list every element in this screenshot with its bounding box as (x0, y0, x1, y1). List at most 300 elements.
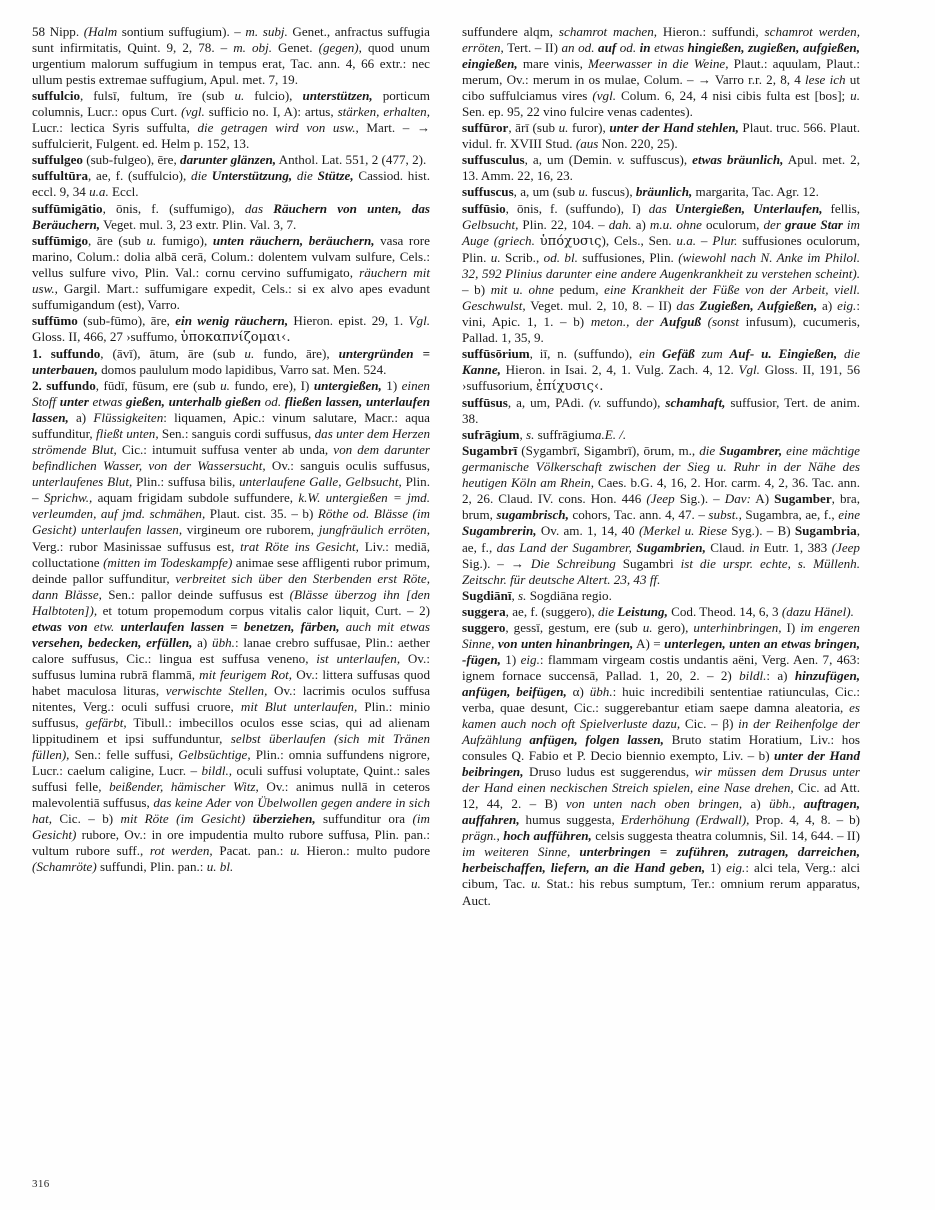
entry-text: cohors, Tac. ann. 4, 47. – (568, 507, 709, 523)
italic-note: m. obj. (233, 40, 272, 56)
german-gloss: darunter glänzen, (180, 152, 277, 168)
entry-text: (sub-fūmo), āre, (77, 312, 176, 328)
italic-note: k.W. untergießen = jmd. verleumden, auf jmd. schmähen, (32, 490, 430, 522)
entry-text: Hieron.: suffundi, (657, 24, 765, 39)
entry-text: Genet., anfractus suffugia sunt infirmitatis, Quint. 9, 2, 78. – (32, 24, 430, 56)
entry-headword: suffūror (462, 120, 509, 136)
italic-note: Gelbsüchtige, (178, 747, 251, 763)
italic-note: u. (558, 120, 569, 136)
german-gloss: auftragen, auffahren, (462, 796, 860, 828)
entry-text: Sen.: felle suffusi, (69, 747, 179, 763)
italic-note: (Merkel u. Riese (638, 523, 728, 539)
italic-note: Vgl. (738, 361, 760, 377)
italic-note: schamrot werden, erröten, (462, 24, 860, 56)
entry-text: suffundo), (601, 395, 666, 411)
entry-text: furor), (568, 120, 610, 136)
german-gloss: Untergießen, Unterlaufen, (674, 200, 823, 216)
italic-note: unterlaufene Galle, Gelbsucht, (239, 474, 402, 490)
dictionary-entry (32, 88, 430, 152)
italic-note: das keine Ader von Übelwollen gegen andere in sich hat, (32, 795, 430, 827)
entry-text: Plaut. truc. 566. Plaut. vidul. fr. XVIII Stud. (462, 120, 860, 152)
italic-note: etwas (88, 394, 127, 410)
entry-text: , ōnis, f. (suffumigo), (102, 200, 245, 216)
german-gloss: hingießen, zugießen, aufgießen, eingießen, (462, 40, 860, 72)
entry-text: suffundere alqm, (462, 24, 559, 39)
italic-note: schamrot machen, (558, 24, 658, 39)
german-gloss: unter der Hand beibringen, (462, 748, 861, 780)
italic-note: übh. (589, 683, 613, 699)
greek-text: ὑπόχυσις (539, 233, 602, 249)
entry-text: , (āvī), ātum, āre (sub (100, 345, 245, 361)
entry-text: Cic. ad Att. 12, 44, 2. – B) (462, 780, 860, 812)
entry-text: : lanae crebro suffusae, Plin.: aether calore suffusus, Cic.: lingua est suffusa veneno, (32, 634, 430, 666)
italic-note: Gelbsucht, (462, 216, 519, 232)
entry-text: fellis, (822, 200, 860, 216)
entry-text: aquam frigidam subdole suffundere, (92, 490, 299, 506)
italic-note: mit Blut unterlaufen, (240, 698, 358, 714)
italic-note: (im Gesicht) (32, 811, 430, 843)
entry-text: – (696, 232, 713, 248)
german-gloss: Aufguß (660, 313, 701, 329)
entry-text: vasa rore marino, Colum.: dolia albā cerā, Colum.: dolentem vulvam sulfure, Cels.: vellus sulfure vivo, Plin. Val.: cornu cervino suffumigato, (32, 232, 430, 280)
italic-note: Röthe od. Blässe (im Gesicht) unterlaufen lassen, (32, 506, 430, 538)
entry-text: porticum columnis, Lucr.: opus Curt. (32, 88, 430, 120)
italic-note: u.a. (676, 232, 697, 248)
entry-text: Sogdiāna regio. (526, 587, 612, 603)
entry-text: Non. 220, 25). (598, 136, 678, 152)
german-gloss: auf (598, 40, 617, 56)
italic-note: meton., der (590, 313, 661, 329)
italic-note: bildl. (739, 667, 767, 683)
italic-note: das (648, 200, 675, 216)
entry-text: Plin.: suffusa bilis, (132, 474, 240, 490)
italic-note: mit u. ohne (490, 281, 554, 297)
entry-text: , ōnis, f. (suffundo), I) (505, 200, 649, 216)
italic-note: übh., (769, 796, 804, 812)
italic-note: in (749, 539, 760, 555)
italic-note: einen Stoff (32, 378, 430, 410)
entry-text: 58 Nipp. (32, 24, 84, 39)
italic-note: u. (244, 345, 255, 361)
entry-text: : vini, Apic. 1, 1. – b) (462, 297, 860, 329)
german-gloss: unterstützen, (302, 88, 373, 104)
entry-text: margarita, Tac. Agr. 12. (692, 184, 819, 200)
entry-text: suffusior, Tert. de anim. 38. (462, 395, 861, 427)
italic-note: fließt unten, (96, 426, 159, 442)
german-gloss: Gefäß (661, 345, 695, 361)
entry-text: Claud. (705, 539, 750, 555)
entry-text: et totum propemodum corpus vitalis calor liquit, Curt. – 2) (97, 602, 430, 618)
entry-text: a) (631, 216, 650, 232)
entry-text: Mart. – → suffulcierit, Fulgent. ed. Helm p. 152, 13. (32, 120, 430, 152)
entry-text: , quod unum urgentium malorum suffugium in tempus erat, Tac. ann. 4, 66 extr.: nec ullum pestis extremae suffugium, Apul. met. 7, 19. (32, 40, 430, 88)
german-gloss: von unten hinanbringen, (497, 635, 634, 651)
italic-note: im engeren Sinne, (462, 619, 860, 651)
entry-text: , a, um (Demin. (524, 152, 618, 168)
entry-headword: suffūmigātio (32, 200, 103, 216)
entry-text: virgineum ore ruborem, (182, 522, 319, 538)
right-text-column (462, 24, 860, 1144)
italic-note: u. (220, 378, 230, 394)
italic-note: dah. (608, 216, 632, 232)
entry-text: fumigo), (156, 232, 213, 248)
entry-text: Eccl. (108, 184, 139, 200)
entry-text: celsis suggesta theatra columnis, Sil. 14, 644. – II) (591, 828, 860, 844)
italic-note: Dav: (724, 491, 751, 507)
entry-continuation (32, 24, 430, 88)
dictionary-entry (32, 201, 430, 233)
italic-note: (Jeep (831, 539, 860, 555)
entry-text: , bra, brum, (462, 491, 860, 523)
german-gloss: unter der Hand stehlen, (609, 120, 739, 136)
italic-note: u. (578, 184, 589, 200)
entry-text: α) (566, 683, 590, 699)
entry-text: Verg.: rubor Masinissae suffusus est, (32, 538, 241, 554)
italic-note: im Auge (griech. (462, 216, 861, 248)
entry-text: Tibull.: imbecillos oculos esse scias, qui ad alienam lippitudinem et ipsi suffunduntur, (32, 715, 430, 747)
dictionary-entry (462, 604, 860, 620)
dictionary-entry (462, 120, 860, 152)
entry-text: Cic. – β) (680, 716, 739, 732)
entry-text: Stat.: his rebus sumptum, Ter.: omnium rerum apparatus, Auct. (462, 876, 860, 908)
folio-number: 316 (32, 1178, 50, 1190)
italic-note: (aus (575, 136, 599, 152)
italic-note: (vgl. (592, 88, 616, 104)
german-gloss: graue Star (785, 216, 843, 232)
italic-note: (Halm (83, 24, 118, 39)
entry-text: suffusiones, Plin. (577, 249, 679, 265)
entry-headword: suffultūra (32, 168, 89, 184)
italic-note: die getragen wird von usw., (197, 120, 359, 136)
german-gloss: etwas bräunlich, (692, 152, 784, 168)
entry-text: : liquamen, Apic.: vinum salutare, Macr.: aqua suffunditur, (32, 410, 430, 442)
italic-note: gefärbt, (85, 715, 127, 731)
entry-text: Cod. Theod. 14, 6, 3 (667, 603, 782, 619)
italic-note: das (244, 200, 274, 216)
entry-text: , ae, f. (suffulcio), (88, 168, 192, 184)
entry-text: (sub-fulgeo), ēre, (82, 152, 181, 168)
italic-note: s. (518, 587, 527, 603)
entry-headword: Sugambrī (462, 443, 518, 459)
italic-note: u. bl. (206, 859, 234, 875)
entry-text: Sig.). – (674, 491, 725, 507)
dictionary-entry (462, 427, 860, 443)
entry-text: Caes. b.G. 4, 16, 2. Hor. carm. 4, 2, 36. Tac. ann. 2, 26. Claud. IV. cons. Hon. 446 (462, 475, 860, 507)
italic-note: das Land der Sugambrer, (496, 539, 637, 555)
italic-note: (dazu Hänel). (781, 603, 854, 619)
italic-note: lese ich (805, 72, 846, 88)
german-gloss: etwas von (32, 618, 88, 634)
entry-text: fuscus), (588, 184, 636, 200)
entry-text: Druso ludus est suggerendus, (523, 764, 695, 780)
greek-text: ἐπίχυσις‹. (535, 379, 604, 395)
entry-text: fundo, ere), I) (229, 378, 314, 394)
entry-text: sontium suffugium). – (117, 24, 246, 39)
german-gloss: Räuchern von unten, das Beräuchern, (32, 200, 430, 232)
german-gloss: Leistung, (617, 603, 668, 619)
entry-text: 1) (381, 378, 402, 394)
entry-text: Prop. 4, 4, 8. – b) (749, 812, 860, 828)
entry-text: Ov.: sanguis oculis suffusus, (265, 458, 431, 474)
italic-note: bildl., (201, 763, 233, 779)
italic-note: (vgl. (181, 104, 205, 120)
german-gloss: überziehen, (252, 811, 316, 827)
entry-text: Sugambri (615, 555, 681, 571)
entry-text: Veget. mul. 2, 10, 8. – II) (525, 297, 677, 313)
entry-text: Ov.: littera suffusas quod habet maculosa lituras, (32, 666, 431, 698)
italic-note: Flüssigkeiten (93, 410, 164, 426)
entry-text: Gloss. II, 466, 27 ›suffumo, (32, 328, 181, 344)
dictionary-entry (32, 378, 430, 875)
entry-text: Scrib., (500, 249, 544, 265)
entry-text: Liv.: mediā, colluctatione (32, 538, 430, 570)
italic-note: ist unterlaufen, (316, 650, 401, 666)
italic-note: übh. (212, 634, 235, 650)
italic-note: (gegen) (318, 40, 359, 56)
dictionary-entry (462, 184, 860, 200)
italic-note: das (676, 297, 700, 313)
italic-note: die (292, 168, 318, 184)
italic-note: (wiewohl nach N. Anke im Philol. 32, 592 Plinius darunter eine andere Augenkrankheit zu verstehen scheint). (462, 249, 861, 281)
entry-headword: suffūsus (462, 395, 508, 411)
entry-text: oculi suffusi voluptate, Quint.: sales suffusi felle, (32, 763, 430, 795)
german-gloss: ein wenig räuchern, (175, 312, 289, 328)
german-gloss: Sugambrerin, (462, 523, 537, 539)
entry-text: , ae, f., (462, 523, 860, 555)
italic-note: ist die urspr. echte, s. Müllenh. Zeitschr. für deutsche Altert. 23, 43 ff. (462, 555, 860, 587)
entry-text: suffusiones oculorum, Plin. (462, 232, 860, 265)
italic-note: an od. (561, 40, 599, 56)
italic-note: zum (694, 345, 730, 361)
entry-text: Sen.: sanguis cordi suffusus, (158, 426, 315, 442)
german-gloss: unterlegen, unten an etwas bringen, -fügen, (462, 635, 860, 667)
italic-note: Erderhöhung (Erdwall), (620, 812, 750, 828)
italic-note: m.u. ohne (649, 216, 702, 232)
dictionary-entry (32, 233, 430, 313)
italic-note: m. subj. (245, 24, 288, 39)
german-gloss: Stütze, (317, 168, 354, 184)
german-gloss: anfügen, folgen lassen, (529, 732, 664, 748)
italic-note: eig. (837, 297, 857, 313)
entry-text: domos paululum modo lapidibus, Varro sat. Men. 524. (97, 361, 387, 377)
italic-note: etw. (87, 618, 121, 634)
italic-note: verbreitet sich über den Sterbenden erst Röte, dann Blässe, (32, 570, 430, 602)
entry-text: Eutr. 1, 383 (759, 539, 832, 555)
entry-text: Plaut. cist. 35. – b) (205, 506, 318, 522)
entry-text: Sen. ep. 95, 22 vino fulcire venas cadentes). (462, 104, 693, 120)
entry-text: , a, um, PAdi. (507, 395, 590, 411)
entry-continuation (462, 24, 860, 120)
entry-text: , ārī (sub (508, 120, 559, 136)
entry-text: A) = (633, 635, 665, 651)
entry-text: Sen.: pallor deinde suffusus est (101, 586, 290, 602)
entry-text: Hieron.: multo pudore (299, 843, 431, 859)
entry-text: Hieron. in Isai. 2, 4, 1. Vulg. Zach. 4, 12. (500, 361, 739, 377)
entry-text: Ov.: suffusus lumina rubrā flammā, (32, 650, 430, 682)
italic-note: Meerwasser in die Weine, (588, 56, 729, 72)
german-gloss: gießen, unterhalb gießen (126, 394, 262, 410)
entry-text: suffuscus), (625, 152, 693, 168)
entry-text: gero), (652, 619, 694, 635)
entry-headword: suffusculus (462, 152, 525, 168)
left-text-column (32, 24, 430, 1144)
entry-text: Bruto statim Horatium, Liv.: hos consules Q. Fabio et P. Decio biennio exempto, Liv. – b) (462, 732, 860, 764)
german-gloss: unterbringen = zuführen, zutragen, darreichen, herbeischaffen, liefern, an die Hand geben, (462, 844, 860, 876)
entry-headword: sufrāgium (462, 427, 520, 443)
german-gloss: in (639, 40, 651, 56)
entry-text: Cassiod. hist. eccl. 9, 34 (32, 168, 430, 200)
italic-note: Sprichw., (43, 490, 93, 506)
german-gloss: schamhaft, (665, 395, 726, 411)
entry-text: a) (68, 410, 94, 426)
italic-note: die (837, 345, 861, 361)
italic-note: räuchern mit usw., (32, 264, 430, 296)
entry-headword: suffūsio (462, 200, 506, 216)
entry-text: , fulsī, fultum, īre (sub (80, 88, 235, 104)
italic-note: trat Röte ins Gesicht, (240, 538, 359, 554)
entry-text: Pacat. pan.: (212, 843, 291, 859)
german-gloss: unter (59, 394, 89, 410)
italic-note: jungfräulich erröten, (318, 522, 430, 538)
italic-note: (Schamröte) (32, 859, 97, 875)
entry-text: : a) (766, 667, 795, 683)
italic-note: u. (234, 88, 245, 104)
italic-note: im weiteren Sinne, (462, 844, 580, 860)
entry-text: Lucr.: lectica Syris suffulta, (32, 120, 198, 136)
german-gloss: untergründen = unterbauen, (32, 345, 430, 377)
entry-text: , āre (sub (88, 232, 147, 248)
entry-text: Syg.). – B) (727, 523, 795, 539)
entry-headword: 2. suffundo (32, 378, 96, 394)
german-gloss: untergießen, (313, 378, 382, 394)
german-gloss: hoch aufführen, (503, 828, 592, 844)
entry-text: A) (750, 491, 775, 507)
entry-text: humus suggesta, (519, 812, 621, 828)
dictionary-entry (462, 395, 860, 427)
entry-text: Tert. – II) (503, 40, 562, 56)
entry-text: Ov. am. 1, 14, 40 (536, 523, 639, 539)
dictionary-entry (462, 346, 860, 395)
italic-note: u. (490, 249, 501, 265)
entry-text: , (511, 587, 519, 603)
italic-note: od. (261, 394, 285, 410)
dictionary-entry (462, 152, 860, 184)
dictionary-entry (462, 443, 860, 587)
dictionary-entry (32, 168, 430, 200)
entry-text: Sugambra, ae, f., (741, 507, 839, 523)
entry-headword: suffūmo (32, 312, 78, 328)
entry-text: Sig.). – → (462, 555, 531, 571)
entry-text: , ae, f. (suggero), (505, 603, 599, 619)
entry-text: oculorum, (701, 216, 764, 232)
entry-text: a) (817, 297, 838, 313)
italic-note: in der Reihenfolge der Aufzählung (462, 716, 860, 748)
italic-note: der (763, 216, 785, 232)
italic-note: selbst überlaufen (sich mit Tränen füllen), (32, 731, 430, 763)
entry-text: , iī, n. (suffundo), (529, 345, 640, 361)
italic-note: unterlaufenes Blut, (32, 474, 133, 490)
italic-note: u. (146, 232, 157, 248)
italic-note: u. (530, 876, 541, 892)
german-gloss: unten räuchern, beräuchern, (212, 232, 375, 248)
german-gloss: Unterstützung, (211, 168, 293, 184)
entry-text: , fūdī, fūsum, ere (sub (95, 378, 221, 394)
entry-headword: suggero (462, 619, 506, 635)
german-gloss: Kanne, (462, 361, 501, 377)
german-gloss: unterlaufen lassen = benetzen, färben, (120, 618, 340, 634)
entry-text: Veget. mul. 3, 23 extr. Plin. Val. 3, 7. (100, 216, 297, 232)
dictionary-entry (32, 313, 430, 346)
entry-text: , a, um (sub (513, 184, 579, 200)
italic-note: a.E. /. (594, 427, 627, 443)
italic-note: mit feurigem Rot, (199, 666, 293, 682)
entry-text: – b) (462, 281, 491, 297)
dictionary-entry (462, 201, 860, 346)
entry-text: , (519, 427, 527, 443)
entry-text: Plin. 22, 104. – (518, 216, 609, 232)
entry-text: pedum, (553, 281, 605, 297)
entry-text: ut cibo suffulciamus vires (462, 72, 860, 104)
entry-text: Genet. (272, 40, 319, 56)
entry-headword: suffulgeo (32, 152, 83, 168)
entry-text: Plaut.: aquulam, Plaut.: merum, Ov.: merum in os mulae, Colum. – → Varro r.r. 2, 8, 4 (462, 56, 860, 88)
german-gloss: Sugambrien, (636, 539, 706, 555)
entry-text: fundo, āre), (254, 345, 339, 361)
entry-text: I) (781, 619, 801, 635)
italic-note: s. (526, 427, 535, 443)
italic-note: (v. (589, 395, 602, 411)
italic-note: etwas (650, 40, 688, 56)
entry-text: infusum), cucumeris, Pallad. 1, 35, 9. (462, 313, 860, 345)
italic-note: prägn., (462, 828, 504, 844)
entry-text: Plin.: minio suffusus, (32, 698, 431, 731)
dictionary-entry (32, 346, 430, 378)
italic-note: die (598, 603, 618, 619)
entry-headword: Sugdiānī (462, 587, 512, 603)
entry-text: 1) (500, 651, 521, 667)
entry-text: Ov.: animus nullā in ceteros malevolentiā suffusus, (32, 779, 430, 811)
entry-text: Ov.: lacrimis oculos suffusa nitentes, Verg.: oculi suffusi cruore, (32, 682, 431, 714)
italic-note: eine Krankheit der Füße von der Arbeit, viell. Geschwulst, (462, 281, 860, 313)
italic-note: (Blässe überzog ihn [den Halbtoten]), (32, 586, 431, 618)
dictionary-entry (462, 620, 860, 909)
italic-note: od. bl. (543, 249, 578, 265)
italic-note: ein (639, 345, 662, 361)
german-gloss: Zugießen, Aufgießen, (699, 297, 818, 313)
italic-note: u. (850, 88, 860, 104)
german-gloss: Auf- u. Eingießen, (729, 345, 838, 361)
italic-note: mit Röte (im Gesicht) (120, 811, 253, 827)
italic-note: v. (617, 152, 626, 168)
italic-note: beißender, hämischer Witz, (109, 779, 259, 795)
entry-text: a) (742, 796, 770, 812)
italic-note: die (191, 168, 212, 184)
italic-note: das unter dem Herzen strömende Blut, (32, 426, 430, 458)
german-gloss: sugambrisch, (496, 507, 569, 523)
entry-text: mare vinis, (517, 56, 589, 72)
italic-note: von dem darunter befindlichen Wasser, von der Wassersucht, (32, 442, 431, 474)
italic-note: rot werden, (149, 843, 213, 859)
entry-text: Hieron. epist. 29, 1. (288, 312, 409, 328)
entry-text: : flammam virgeam costis undantis aëni, Verg. Aen. 7, 463: ignem fornace succensā, Pallad. 1, 20, 2. – 2) (462, 651, 860, 683)
italic-note: Vgl. (408, 312, 430, 328)
entry-text: rubore, Ov.: in ore impudentia multo rubore suffusa, Plin. pan.: vultum rubore suff., (32, 827, 430, 859)
entry-text: : alci tela, Verg.: alci cibum, Tac. (462, 860, 860, 892)
entry-text: 1) (705, 860, 727, 876)
entry-headword: suffuscus (462, 184, 514, 200)
entry-text: Plin.: omnia suffundens nigrore, Lucr.: caelum caligine, Lucr. – (32, 747, 430, 779)
italic-note: eig. (520, 651, 540, 667)
